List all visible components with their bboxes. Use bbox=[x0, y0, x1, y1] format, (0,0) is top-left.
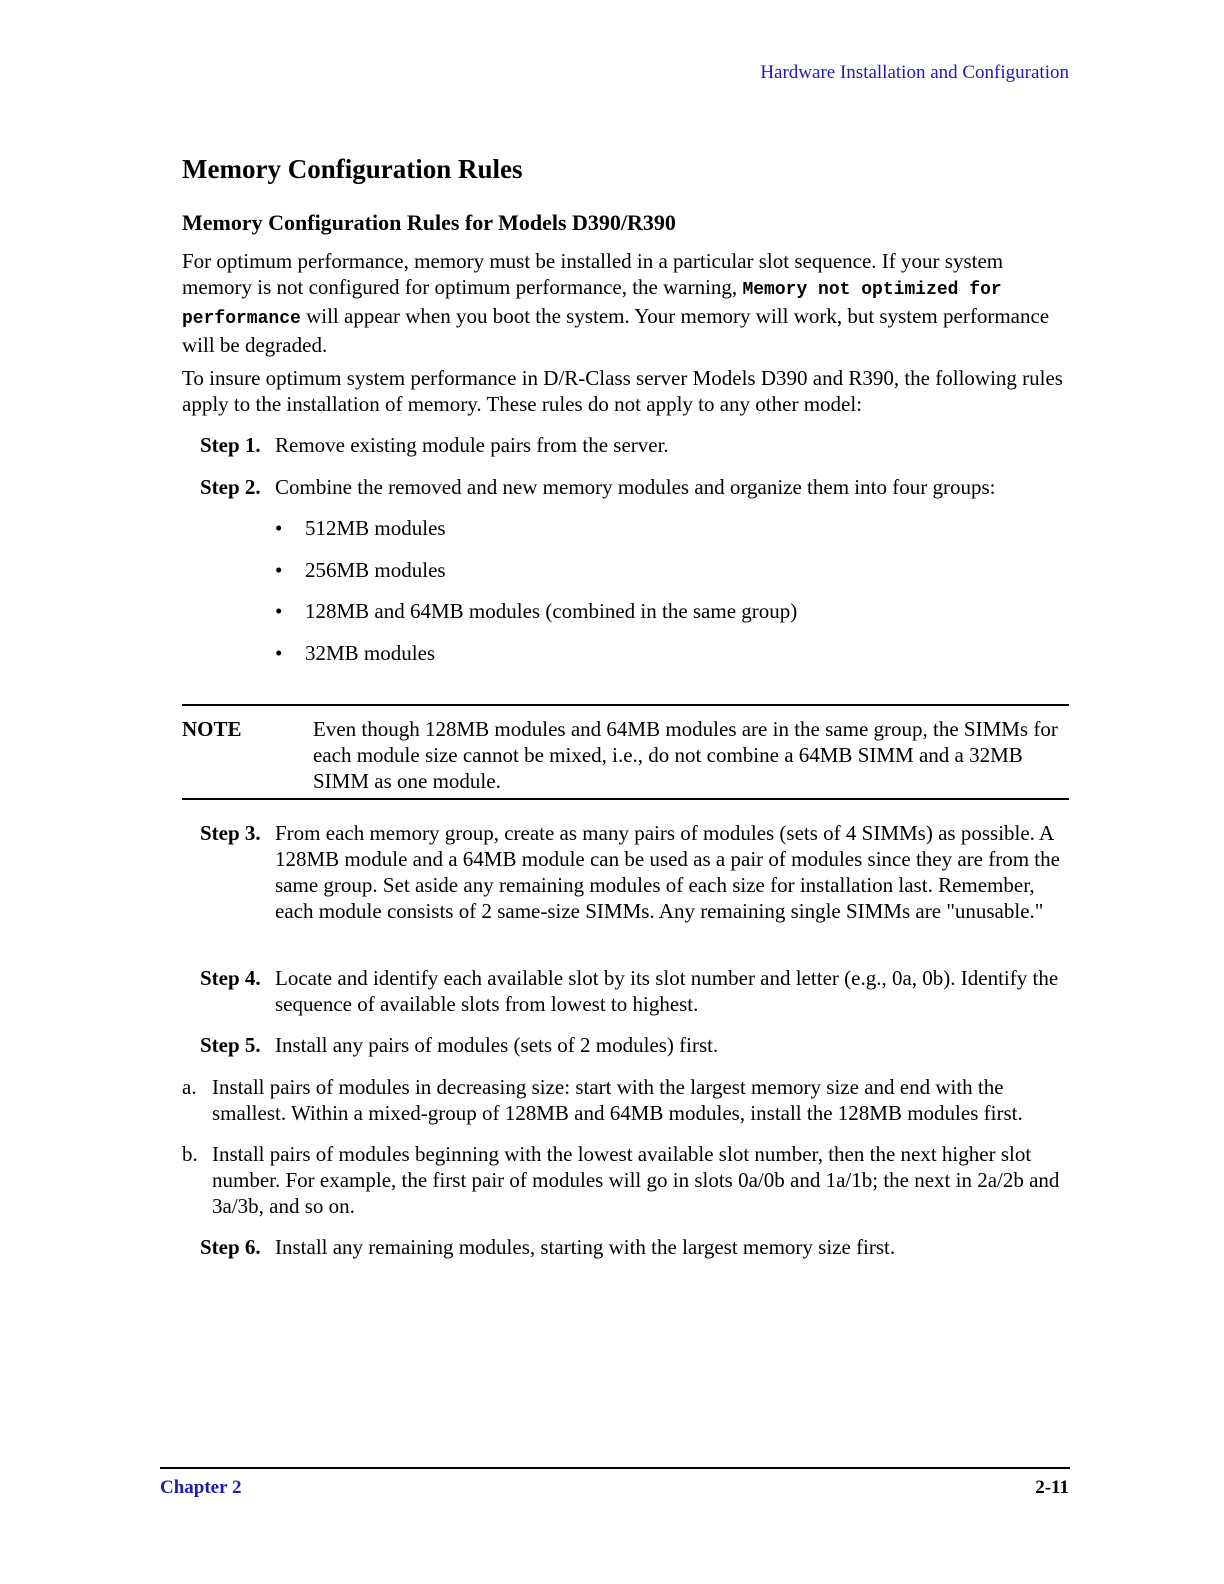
step-text: Install any remaining modules, starting with the largest memory size first. bbox=[275, 1235, 896, 1259]
group-text: 32MB modules bbox=[305, 641, 436, 665]
step-5 bbox=[200, 1032, 1069, 1058]
intro-text-after: will appear when you boot the system. Your memory will work, but system performance will be degraded. bbox=[182, 304, 1050, 357]
bullet-icon: • bbox=[275, 641, 283, 665]
substep-b bbox=[182, 1141, 1069, 1219]
footer-chapter: Chapter 2 bbox=[160, 1477, 242, 1498]
substep-letter: a. bbox=[182, 1075, 197, 1099]
step-text: Locate and identify each available slot by its slot number and letter (e.g., 0a, 0b). Identify the sequence of available slots from lowest to highest. bbox=[275, 966, 1059, 1016]
group-text: 128MB and 64MB modules (combined in the same group) bbox=[305, 599, 798, 623]
group-item bbox=[275, 557, 446, 583]
step-1 bbox=[200, 432, 1069, 458]
note-text: Even though 128MB modules and 64MB modules are in the same group, the SIMMs for each module size cannot be mixed, i.e., do not combine a 64MB SIMM and a 32MB SIMM as one module. bbox=[313, 717, 1058, 793]
intro-paragraph-1 bbox=[182, 248, 1069, 358]
step-6 bbox=[200, 1234, 1069, 1260]
footer-page-number: 2-11 bbox=[1035, 1477, 1069, 1498]
step-text: Install any pairs of modules (sets of 2 modules) first. bbox=[275, 1033, 719, 1057]
step-label: Step 5. bbox=[200, 1033, 261, 1057]
step-label: Step 6. bbox=[200, 1235, 261, 1259]
intro-text-before: For optimum performance, memory must be installed in a particular slot sequence. If your system memory is not configured for optimum performance, the warning, bbox=[182, 249, 1004, 299]
step-text: From each memory group, create as many pairs of modules (sets of 4 SIMMs) as possible. A 128MB module and a 64MB module can be used as a pair of modules since they are from the same group. Set aside any remaining modules of each size for installation last. Remember, each module consists of 2 same-size SIMMs. Any remaining single SIMMs are "unusable." bbox=[275, 821, 1060, 923]
step-4 bbox=[200, 965, 1069, 1017]
step-label: Step 4. bbox=[200, 966, 261, 990]
substep-a bbox=[182, 1074, 1069, 1126]
note-top-rule bbox=[182, 704, 1069, 706]
group-item bbox=[275, 640, 435, 666]
substep-text: Install pairs of modules beginning with the lowest available slot number, then the next higher slot number. For example, the first pair of modules will go in slots 0a/0b and 1a/1b; the next in 2a/2b and 3a/3b, and so on. bbox=[212, 1142, 1060, 1218]
step-text: Remove existing module pairs from the server. bbox=[275, 433, 669, 457]
substep-text: Install pairs of modules in decreasing size: start with the largest memory size and end with the smallest. Within a mixed-group of 128MB and 64MB modules, install the 128MB modules first. bbox=[212, 1075, 1023, 1125]
note-label: NOTE bbox=[182, 717, 242, 741]
group-item bbox=[275, 515, 446, 541]
step-3 bbox=[200, 820, 1069, 924]
bullet-icon: • bbox=[275, 599, 283, 623]
substep-letter: b. bbox=[182, 1142, 198, 1166]
intro-paragraph-2: To insure optimum system performance in D/R-Class server Models D390 and R390, the following rules apply to the installation of memory. These rules do not apply to any other model: bbox=[182, 366, 1063, 416]
step-text: Combine the removed and new memory modules and organize them into four groups: bbox=[275, 475, 996, 499]
group-item bbox=[275, 598, 797, 624]
note-bottom-rule bbox=[182, 798, 1069, 800]
warning-message-code: Memory not optimized for performance bbox=[182, 280, 1002, 329]
step-label: Step 1. bbox=[200, 433, 261, 457]
step-2 bbox=[200, 474, 1069, 500]
step-label: Step 2. bbox=[200, 475, 261, 499]
running-header: Hardware Installation and Configuration bbox=[760, 62, 1069, 83]
page-title: Memory Configuration Rules bbox=[182, 154, 523, 184]
section-title: Memory Configuration Rules for Models D390/R390 bbox=[182, 210, 676, 235]
group-text: 256MB modules bbox=[305, 558, 446, 582]
bullet-icon: • bbox=[275, 558, 283, 582]
step-label: Step 3. bbox=[200, 821, 261, 845]
group-text: 512MB modules bbox=[305, 516, 446, 540]
footer-rule bbox=[160, 1467, 1070, 1469]
bullet-icon: • bbox=[275, 516, 283, 540]
